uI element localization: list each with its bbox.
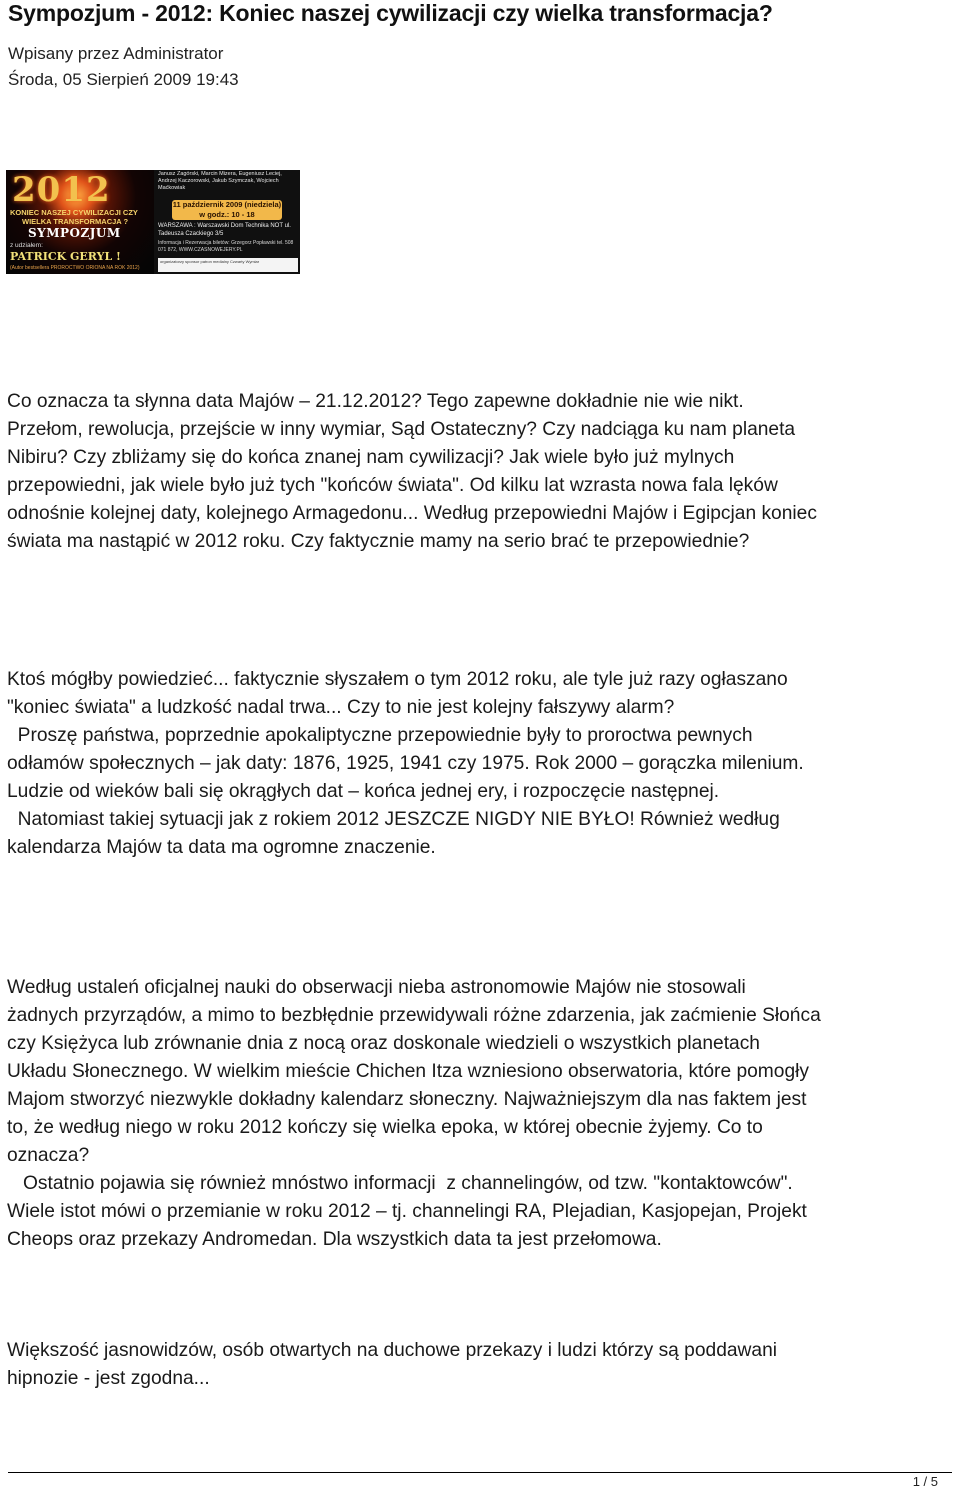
footer-divider <box>8 1472 952 1473</box>
text-line: Według ustaleń oficjalnej nauki do obserwacji nieba astronomowie Majów nie stosowali <box>7 977 746 998</box>
banner-left-panel <box>6 170 154 274</box>
banner-with-label: z udziałem: <box>10 242 43 249</box>
paragraph-2 <box>7 666 957 862</box>
text-line: Natomiast takiej sytuacji jak z rokiem 2012 JESZCZE NIGDY NIE BYŁO! Również według <box>7 809 780 830</box>
banner-info: Informacja i Rezerwacja biletów: Grzegorz Popławski tel. 508 071 872, WWW.CZASNOWEJERY.PL <box>158 240 294 253</box>
author-line: Wpisany przez Administrator <box>8 44 224 63</box>
banner-event-date <box>172 200 282 220</box>
banner-year: 2012 <box>12 170 111 210</box>
text-line: hipnozie - jest zgodna... <box>7 1368 210 1389</box>
banner-right-panel <box>154 170 300 274</box>
banner-venue: WARSZAWA : Warszawski Dom Technika NOT ul. Tadeusza Czackiego 3/5 <box>158 223 291 237</box>
text-line: Przełom, rewolucja, przejście w inny wymiar, Sąd Ostateczny? Czy nadciąga ku nam planeta <box>7 419 796 440</box>
event-banner-image <box>6 170 300 274</box>
page-number: 1 / 5 <box>912 1474 938 1489</box>
text-line: oznacza? <box>7 1145 90 1166</box>
text-line: odłamów społecznych – jak daty: 1876, 1925, 1941 czy 1975. Rok 2000 – gorączka milenium. <box>7 753 804 774</box>
text-line: odnośnie kolejnej daty, kolejnego Armagedonu... Według przepowiedni Majów i Egipcjan koniec <box>7 503 817 524</box>
banner-event-date-text: 11 październik 2009 (niedziela) <box>172 200 282 209</box>
text-line: Większość jasnowidzów, osób otwartych na duchowe przekazy i ludzi którzy są poddawani <box>7 1340 778 1361</box>
text-line: Ludzie od wieków bali się okrągłych dat – końca jednej ery, i rozpoczęcie następnej. <box>7 781 720 802</box>
text-line: to, że według niego w roku 2012 kończy się wielka epoka, w której obecnie żyjemy. Co to <box>7 1117 763 1138</box>
text-line: "koniec świata" a ludzkość nadal trwa... Czy to nie jest kolejny fałszywy alarm? <box>7 697 675 718</box>
paragraph-3 <box>7 974 957 1254</box>
text-line: Proszę państwa, poprzednie apokaliptyczne przepowiednie były to proroctwa pewnych <box>7 725 753 746</box>
date-line: Środa, 05 Sierpień 2009 19:43 <box>8 70 239 89</box>
text-line: Majom stworzyć niezwykle dokładny kalendarz słoneczny. Najważniejszym dla nas faktem jest <box>7 1089 807 1110</box>
page-title: Sympozjum - 2012: Koniec naszej cywilizacji czy wielka transformacja? <box>8 0 773 26</box>
paragraph-1 <box>7 388 957 556</box>
text-line: kalendarza Majów ta data ma ogromne znaczenie. <box>7 837 436 858</box>
text-line: Co oznacza ta słynna data Majów – 21.12.2012? Tego zapewne dokładnie nie wie nikt. <box>7 391 744 412</box>
banner-headline-1: KONIEC NASZEJ CYWILIZACJI CZY <box>10 208 138 217</box>
text-line: żadnych przyrządów, a mimo to bezbłędnie przewidywali różne zdarzenia, jak zaćmienie Słońca <box>7 1005 821 1026</box>
text-line: Wiele istot mówi o przemianie w roku 2012 – tj. channelingi RA, Plejadian, Kasjopejan, Projekt <box>7 1201 807 1222</box>
banner-headline-2: WIELKA TRANSFORMACJA ? <box>22 217 129 226</box>
text-line: czy Księżyca lub zrównanie dnia z nocą oraz doskonale wiedzieli o wszystkich planetach <box>7 1033 760 1054</box>
text-line: Nibiru? Czy zbliżamy się do końca znanej nam cywilizacji? Jak wiele było już mylnych <box>7 447 735 468</box>
banner-symposium: SYMPOZJUM <box>28 226 121 240</box>
paragraph-4 <box>7 1337 957 1393</box>
text-line: Ktoś mógłby powiedzieć... faktycznie słyszałem o tym 2012 roku, ale tyle już razy ogłaszano <box>7 669 788 690</box>
text-line: Układu Słonecznego. W wielkim mieście Chichen Itza wzniesiono obserwatoria, które pomogły <box>7 1061 809 1082</box>
banner-speakers: Janusz Zagórski, Marcin Mizera, Eugeniusz Leciej, Andrzej Kaczorowski, Jakub Szymczak, Wojciech Maćkowiak <box>158 171 282 191</box>
text-line: Cheops oraz przekazy Andromedan. Dla wszystkich data ta jest przełomowa. <box>7 1229 662 1250</box>
banner-sponsors: organizatorzy sponsor patron medialny Czwarty Wymiar <box>158 258 298 272</box>
text-line: przepowiedni, jak wiele było już tych "końców świata". Od kilku lat wzrasta nowa fala lęków <box>7 475 778 496</box>
banner-guest-note: (Autor bestsellera PROROCTWO ORIONA NA ROK 2012) <box>10 265 140 271</box>
text-line: świata ma nastąpić w 2012 roku. Czy faktycznie mamy na serio brać te przepowiednie? <box>7 531 750 552</box>
banner-event-time: w godz.: 10 - 18 <box>199 210 255 219</box>
text-line: Ostatnio pojawia się również mnóstwo informacji z channelingów, od tzw. "kontaktowców". <box>7 1173 793 1194</box>
banner-guest: PATRICK GERYL ! <box>10 250 121 263</box>
